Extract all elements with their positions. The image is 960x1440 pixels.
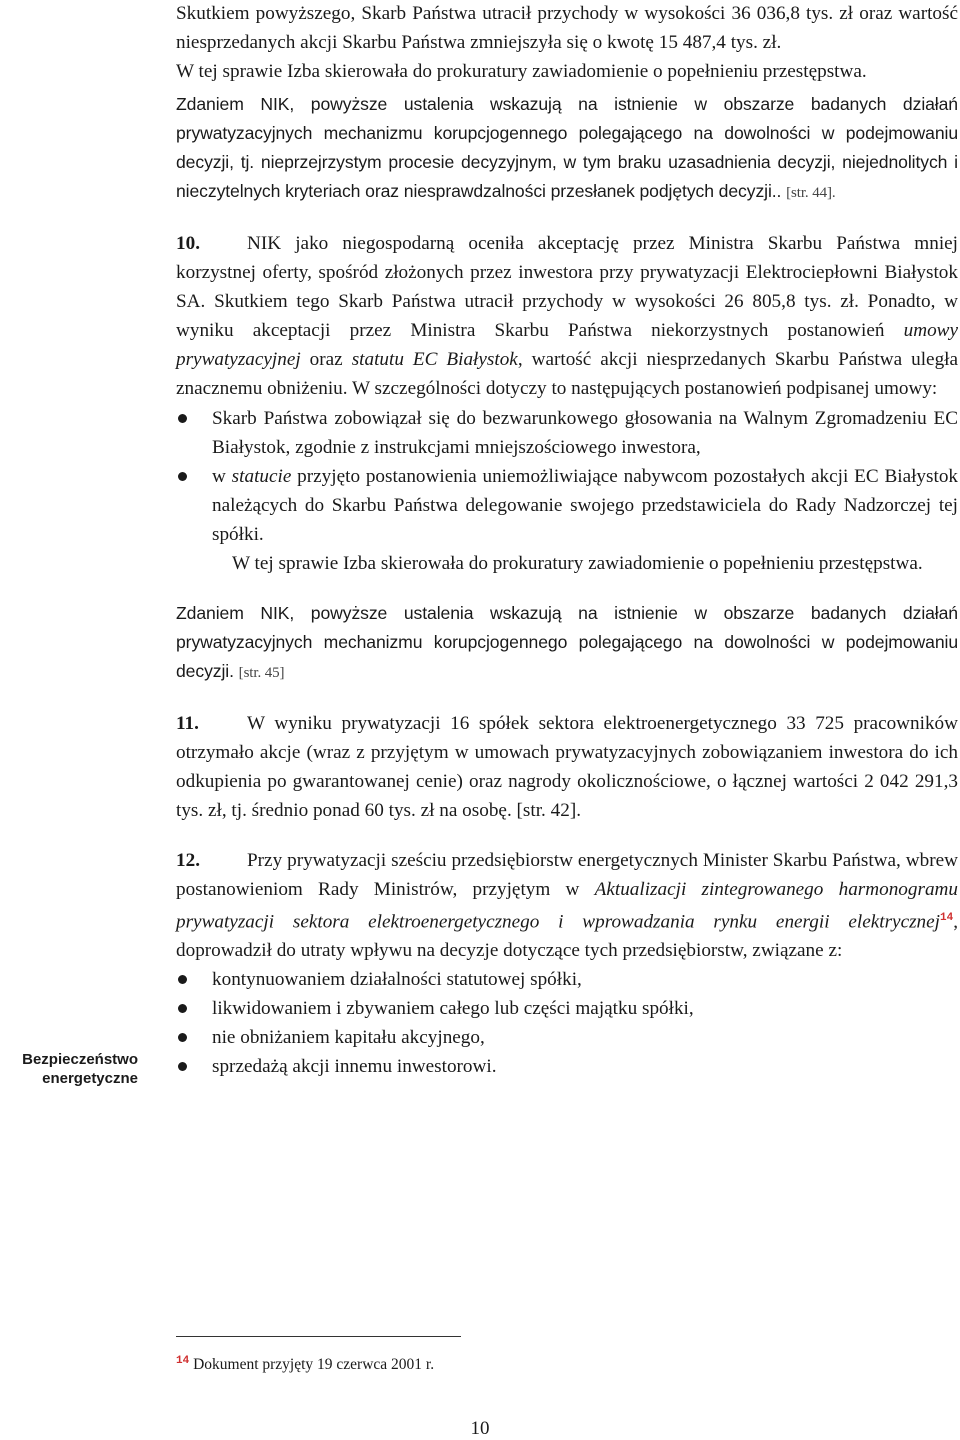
- section-number: 12.: [176, 850, 200, 871]
- paragraph-nik-opinion: [176, 599, 958, 688]
- list-item-text: w: [212, 466, 226, 487]
- bullet-list: [176, 965, 958, 1081]
- paragraph-nik-opinion: [176, 90, 958, 208]
- section-10-text: NIK jako niegospodarną oceniła akceptację przez Ministra Skarbu Państwa mniej korzystnej oferty, spośród złożonych przez inwestora przy prywatyzacji Elektrociepłowni Białystok SA. Skutkiem tego Skarb Państwa utracił przychody w wysokości 26 805,8 tys. zł. Ponadto, w wyniku akceptacji przez Ministra Skarbu Państwa niekorzystnych postanowień: [176, 233, 958, 341]
- list-item: likwidowaniem i zbywaniem całego lub części majątku spółki,: [176, 994, 958, 1023]
- margin-note: Bezpieczeństwo energetyczne: [22, 1051, 138, 1087]
- section-11-text: W wyniku prywatyzacji 16 spółek sektora elektroenergetycznego 33 725 pracowników otrzymało akcje (wraz z przyjętym w umowach prywatyzacyjnych zobowiązaniem inwestora do ich odkupienia po gwarantowanej cenie) oraz nagrody okolicznościowe, o łącznej wartości 2 042 291,3 tys. zł, tj. średnio ponad 60 tys. zł na osobę. [str. 42].: [176, 713, 958, 821]
- section-number: 11.: [176, 713, 199, 734]
- paragraph-loss-summary: Skutkiem powyższego, Skarb Państwa utracił przychody w wysokości 36 036,8 tys. zł oraz wartość niesprzedanych akcji Skarbu Państwa zmniejszyła się o kwotę 15 487,4 tys. zł.: [176, 3, 958, 53]
- page-reference: [str. 45]: [238, 665, 285, 681]
- italic-term: umowy prywatyzacyjnej: [176, 320, 958, 370]
- paragraph-prosecution-notice: W tej sprawie Izba skierowała do prokuratury zawiadomienie o popełnieniu przestępstwa.: [176, 61, 867, 82]
- section-12-text: Przy prywatyzacji sześciu przedsiębiorstw energetycznych Minister Skarbu Państwa, wbrew postanowieniom Rady Ministrów, przyjętym w: [176, 850, 958, 900]
- list-item: Skarb Państwa zobowiązał się do bezwarunkowego głosowania na Walnym Zgromadzeniu EC Białystok, zgodnie z instrukcjami mniejszościowego inwestora,: [176, 404, 958, 462]
- page-number: 10: [470, 1418, 490, 1439]
- list-item: nie obniżaniem kapitału akcyjnego,: [176, 1023, 958, 1052]
- footnote-divider: [176, 1336, 461, 1337]
- italic-term: statutu EC Białystok: [351, 349, 518, 370]
- list-item: kontynuowaniem działalności statutowej spółki,: [176, 965, 958, 994]
- section-10-text: oraz: [309, 349, 343, 370]
- main-text-column: [176, 0, 958, 1081]
- section-number: 10.: [176, 233, 200, 254]
- footnote-reference[interactable]: 14: [940, 912, 954, 924]
- footnote-mark: 14: [176, 1355, 190, 1367]
- footnote: [176, 1350, 434, 1376]
- list-item-text: przyjęto postanowienia uniemożliwiające nabywcom pozostałych akcji EC Białystok należących do Skarbu Państwa delegowanie swojego przedstawiciela do Rady Nadzorczej tej spółki.: [212, 466, 959, 545]
- italic-term: statucie: [231, 466, 292, 487]
- section-12-text: , doprowadził do utraty wpływu na decyzje dotyczące tych przedsiębiorstw, związane z:: [176, 911, 958, 962]
- list-item: [176, 462, 958, 549]
- nik-opinion-text: Zdaniem NIK, powyższe ustalenia wskazują na istnienie w obszarze badanych działań prywatyzacyjnych mechanizmu korupcjogennego polegającego na dowolności w podejmowaniu decyzji, tj. nieprzejrzystym procesie decyzyjnym, w tym braku uzasadnienia decyzji, niejednolitych i nieczytelnych kryteriach oraz niesprawdzalności przesłanek podjętych decyzji..: [176, 94, 958, 201]
- section-10: [176, 229, 958, 403]
- italic-term: Aktualizacji zintegrowanego harmonogramu prywatyzacji sektora elektroenergetycznego i wprowadzania rynku energii elektrycznej: [176, 879, 958, 933]
- list-item: sprzedażą akcji innemu inwestorowi.: [176, 1052, 958, 1081]
- section-11: [176, 709, 958, 825]
- bullet-list: [176, 404, 958, 549]
- nik-opinion-text: Zdaniem NIK, powyższe ustalenia wskazują na istnienie w obszarze badanych działań prywatyzacyjnych mechanizmu korupcjogennego polegającego na dowolności w podejmowaniu decyzji.: [176, 603, 958, 681]
- paragraph-prosecution-notice: W tej sprawie Izba skierowała do prokuratury zawiadomienie o popełnieniu przestępstwa.: [232, 553, 923, 574]
- section-10-text: , wartość akcji niesprzedanych Skarbu Państwa uległa znacznemu obniżeniu. W szczególności dotyczy to następujących postanowień podpisanej umowy:: [176, 349, 959, 399]
- page-reference: [str. 44].: [786, 185, 836, 201]
- section-12: [176, 846, 958, 965]
- footnote-text: Dokument przyjęty 19 czerwca 2001 r.: [193, 1356, 435, 1374]
